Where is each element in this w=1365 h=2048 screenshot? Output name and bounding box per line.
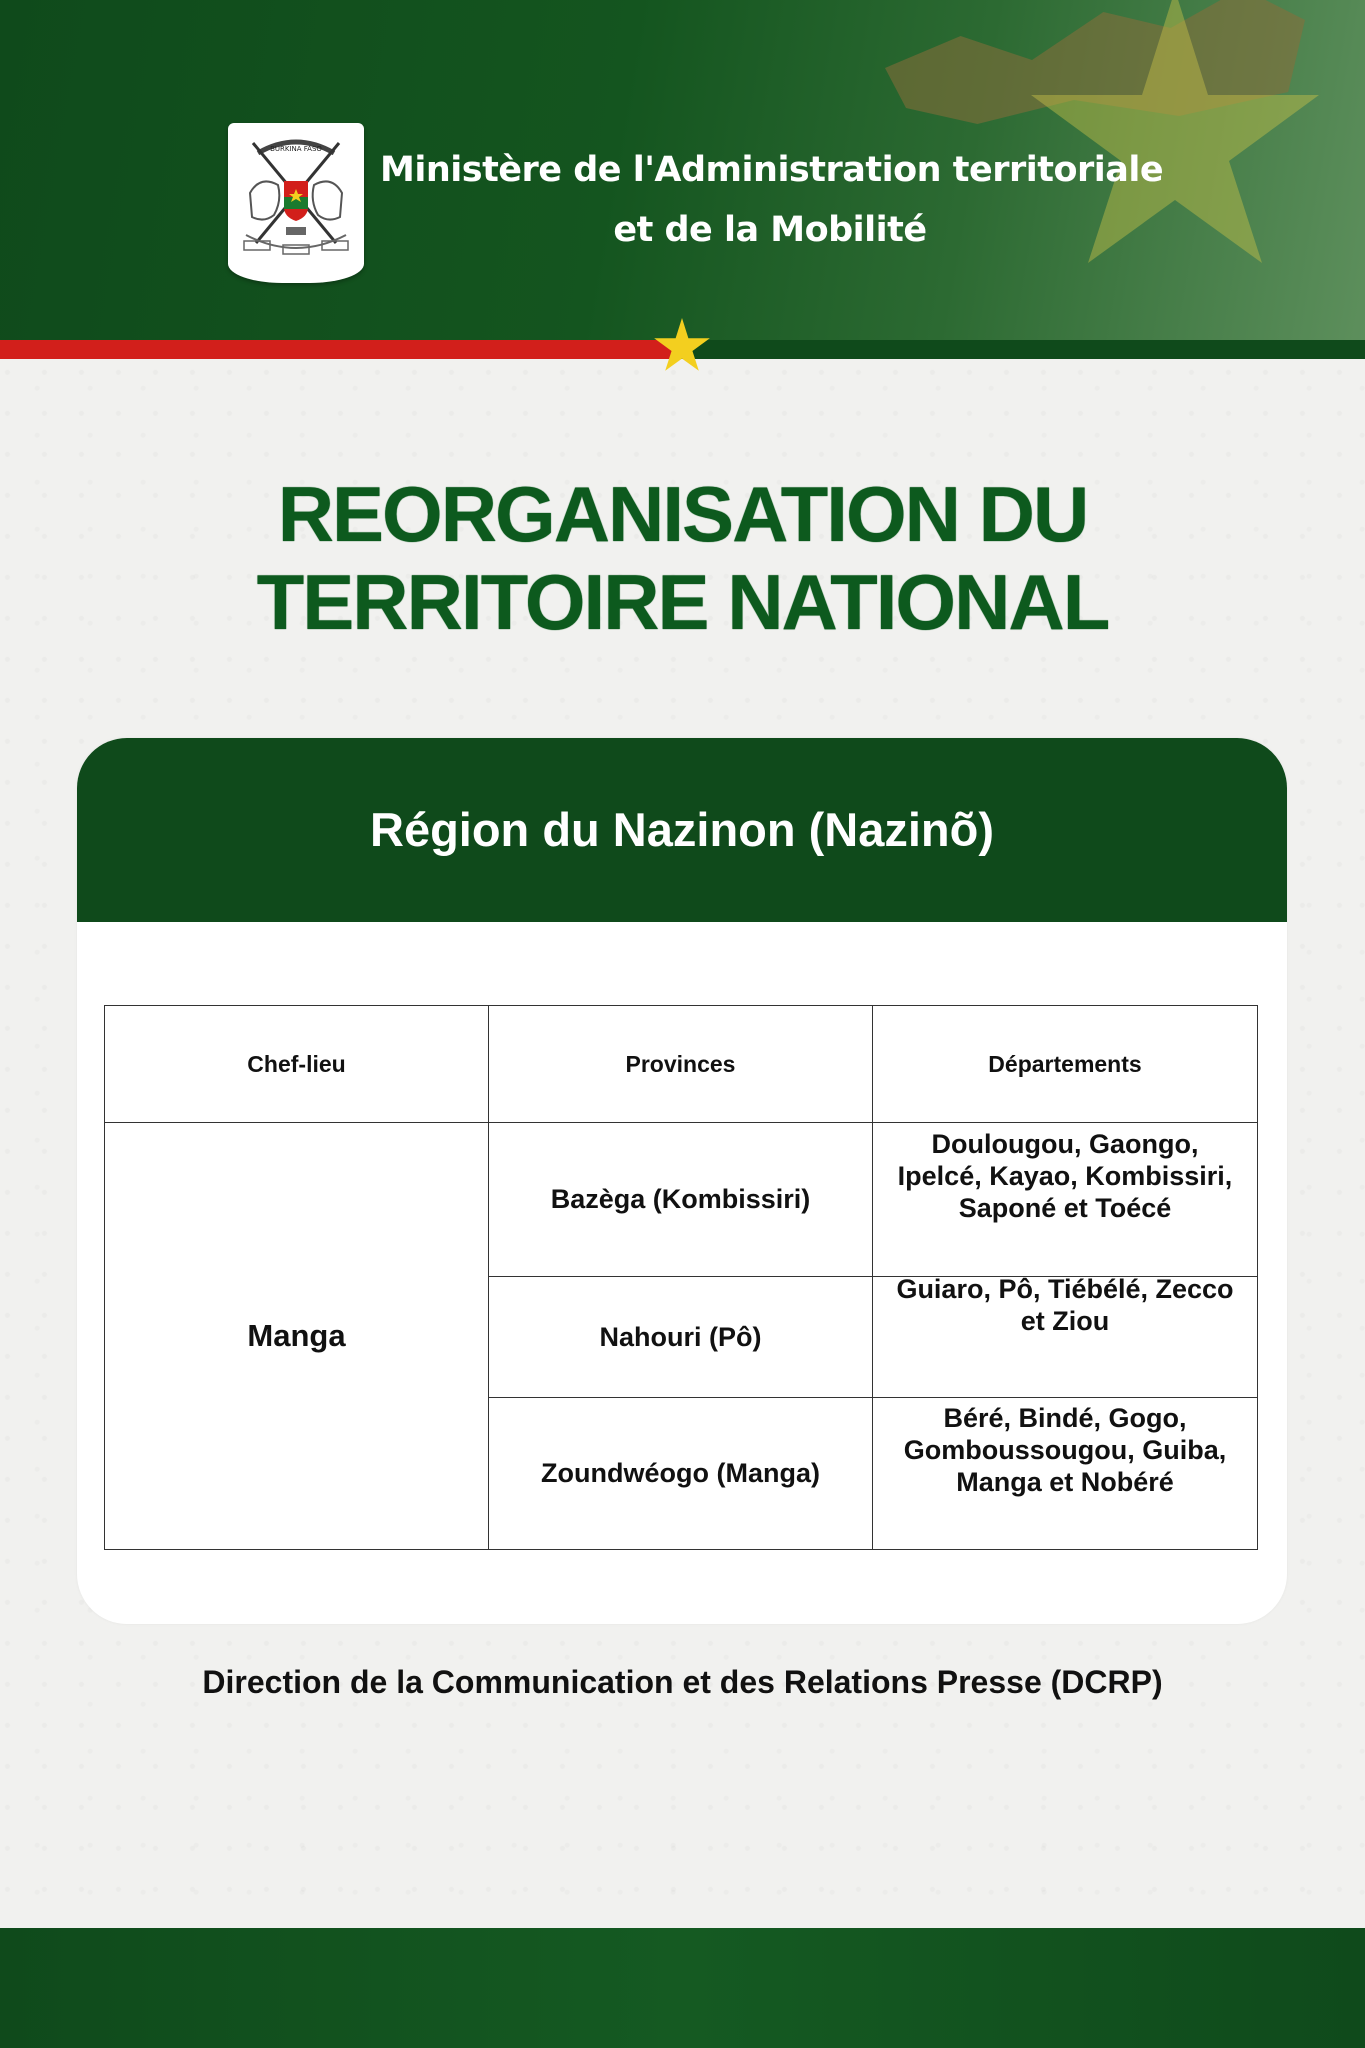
departements-cell <box>873 1274 1258 1398</box>
title-line-1: REORGANISATION DU <box>277 470 1088 558</box>
province-cell: Nahouri (Pô) <box>489 1277 873 1398</box>
departements-line: Doulougou, Gaongo, <box>931 1128 1199 1159</box>
region-title: Région du Nazinon (Nazinõ) <box>77 738 1287 922</box>
departements-cell <box>873 1398 1258 1550</box>
flag-stripe-green <box>680 340 1365 359</box>
region-card <box>77 738 1287 1624</box>
table-header-row <box>105 1006 1258 1123</box>
header-chef-lieu: Chef-lieu <box>105 1006 489 1123</box>
page-title <box>0 470 1365 646</box>
province-cell: Zoundwéogo (Manga) <box>489 1398 873 1550</box>
coat-of-arms-emblem <box>228 123 364 283</box>
departements-line: Manga et Nobéré <box>956 1466 1174 1497</box>
departements-line: Béré, Bindé, Gogo, <box>943 1402 1187 1433</box>
header-departements: Départements <box>873 1006 1258 1123</box>
province-cell: Bazèga (Kombissiri) <box>489 1123 873 1277</box>
header-band <box>0 0 1365 340</box>
flag-stripe-red <box>0 340 680 359</box>
ministry-line-2: et de la Mobilité <box>613 210 927 250</box>
departements-line: Guiaro, Pô, Tiébélé, Zecco <box>896 1274 1234 1304</box>
departements-line: Saponé et Toécé <box>958 1192 1172 1223</box>
coat-of-arms-icon <box>228 123 364 283</box>
departements-cell <box>873 1123 1258 1277</box>
region-table <box>104 1005 1258 1550</box>
chef-lieu-cell: Manga <box>105 1123 489 1550</box>
departements-line: Ipelcé, Kayao, Kombissiri, <box>897 1160 1233 1191</box>
bottom-band <box>0 1928 1365 2048</box>
ministry-name <box>380 140 1164 260</box>
departements-line: et Ziou <box>1020 1306 1110 1336</box>
departements-line: Gomboussougou, Guiba, <box>903 1434 1227 1465</box>
ministry-line-1: Ministère de l'Administration territoriale <box>380 150 1164 190</box>
footer-credit: Direction de la Communication et des Relations Presse (DCRP) <box>202 1664 1163 1700</box>
title-line-2: TERRITOIRE NATIONAL <box>256 558 1109 646</box>
header-provinces: Provinces <box>489 1006 873 1123</box>
table-row <box>105 1123 1258 1277</box>
svg-text:BURKINA FASO: BURKINA FASO <box>270 145 322 153</box>
